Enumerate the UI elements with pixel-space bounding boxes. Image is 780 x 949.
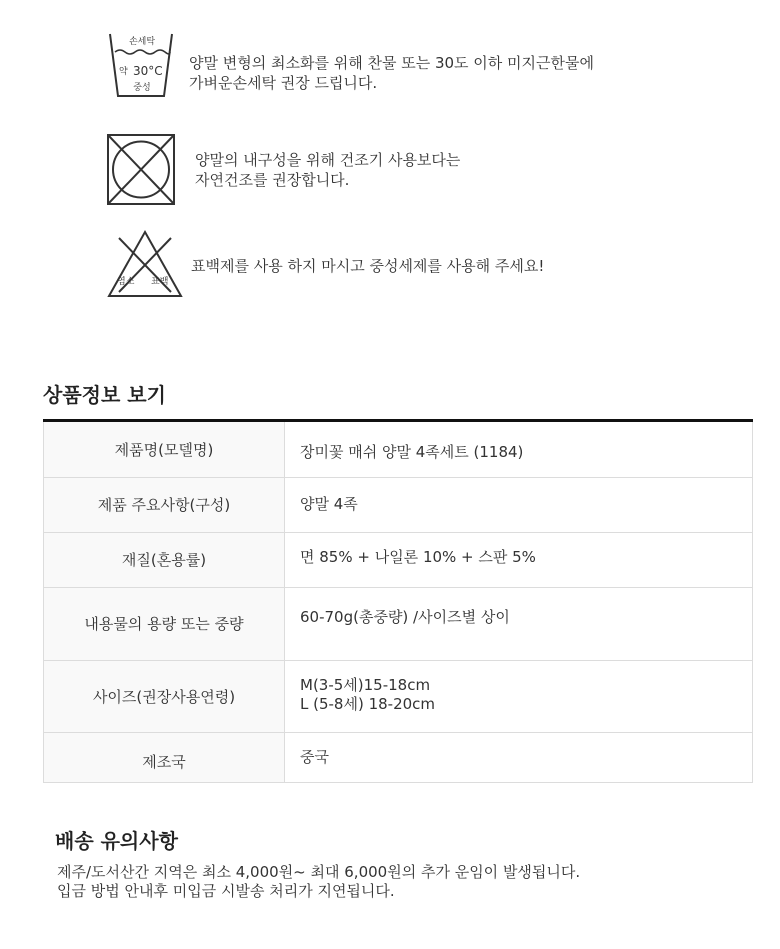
value-line: M(3-5세)15-18cm: [300, 675, 431, 694]
row-value: [285, 587, 753, 660]
table-row: [44, 532, 753, 587]
row-value: [285, 732, 753, 782]
value-line: 중국: [300, 747, 329, 766]
table-row: [44, 660, 753, 732]
value-line: 장미꽃 매쉬 양말 4족세트 (1184): [300, 443, 524, 461]
hand-wash-label-bottom: 중성: [133, 83, 151, 93]
no-chlorine-bleach-icon: [105, 228, 185, 300]
table-row: [44, 422, 753, 477]
care-text-no-bleach: [191, 256, 544, 276]
row-value: [285, 477, 753, 532]
row-label: 제품명(모델명): [44, 422, 285, 477]
care-line: 양말의 내구성을 위해 건조기 사용보다는: [195, 151, 461, 169]
row-label: 내용물의 용량 또는 중량: [44, 587, 285, 660]
no-tumble-dry-icon: [106, 133, 178, 207]
row-value: [285, 532, 753, 587]
care-line: 양말 변형의 최소화를 위해 찬물 또는 30도 이하 미지근한물에: [189, 54, 594, 72]
bleach-label-right: 표백: [151, 277, 169, 287]
hand-wash-label-prefix: 약: [119, 67, 128, 77]
bleach-label-left: 염소: [117, 277, 135, 287]
hand-wash-label-temp: 30°C: [133, 64, 163, 78]
hand-wash-label-top: 손세탁: [128, 37, 156, 47]
shipping-note-2: 입금 방법 안내후 미입금 시발송 처리가 지연됩니다.: [57, 882, 395, 900]
row-label: 제조국: [44, 732, 285, 782]
care-text-hand-wash: [189, 53, 594, 93]
row-label: 제품 주요사항(구성): [44, 477, 285, 532]
row-label: 재질(혼용률): [44, 532, 285, 587]
care-item-no-tumble-dry: [0, 133, 780, 208]
value-line: 양말 4족: [300, 494, 358, 513]
row-label: 사이즈(권장사용연령): [44, 660, 285, 732]
value-line: 60-70g(총중량) /사이즈별 상이: [300, 607, 510, 626]
row-value: [285, 660, 753, 732]
care-line: 표백제를 사용 하지 마시고 중성세제를 사용해 주세요!: [191, 257, 545, 275]
table-row: [44, 587, 753, 660]
value-line: L (5-8세) 18-20cm: [300, 694, 436, 713]
care-item-no-bleach: [0, 228, 780, 303]
table-row: [44, 732, 753, 782]
care-line: 자연건조를 권장합니다.: [195, 171, 350, 189]
shipping-note-1: 제주/도서산간 지역은 최소 4,000원~ 최대 6,000원의 추가 운임이 발생됩니다.: [57, 863, 581, 881]
product-info-table: [43, 422, 753, 783]
shipping-title: 배송 유의사항: [55, 829, 178, 853]
hand-wash-30c-icon: [106, 30, 178, 102]
care-item-hand-wash: [0, 30, 780, 105]
table-row: [44, 477, 753, 532]
care-text-no-tumble-dry: [195, 150, 460, 190]
row-value: [285, 422, 753, 477]
care-line: 가벼운손세탁 권장 드립니다.: [189, 74, 378, 92]
value-line: 면 85% + 나일론 10% + 스판 5%: [300, 547, 536, 566]
product-info-title: 상품정보 보기: [43, 383, 166, 407]
